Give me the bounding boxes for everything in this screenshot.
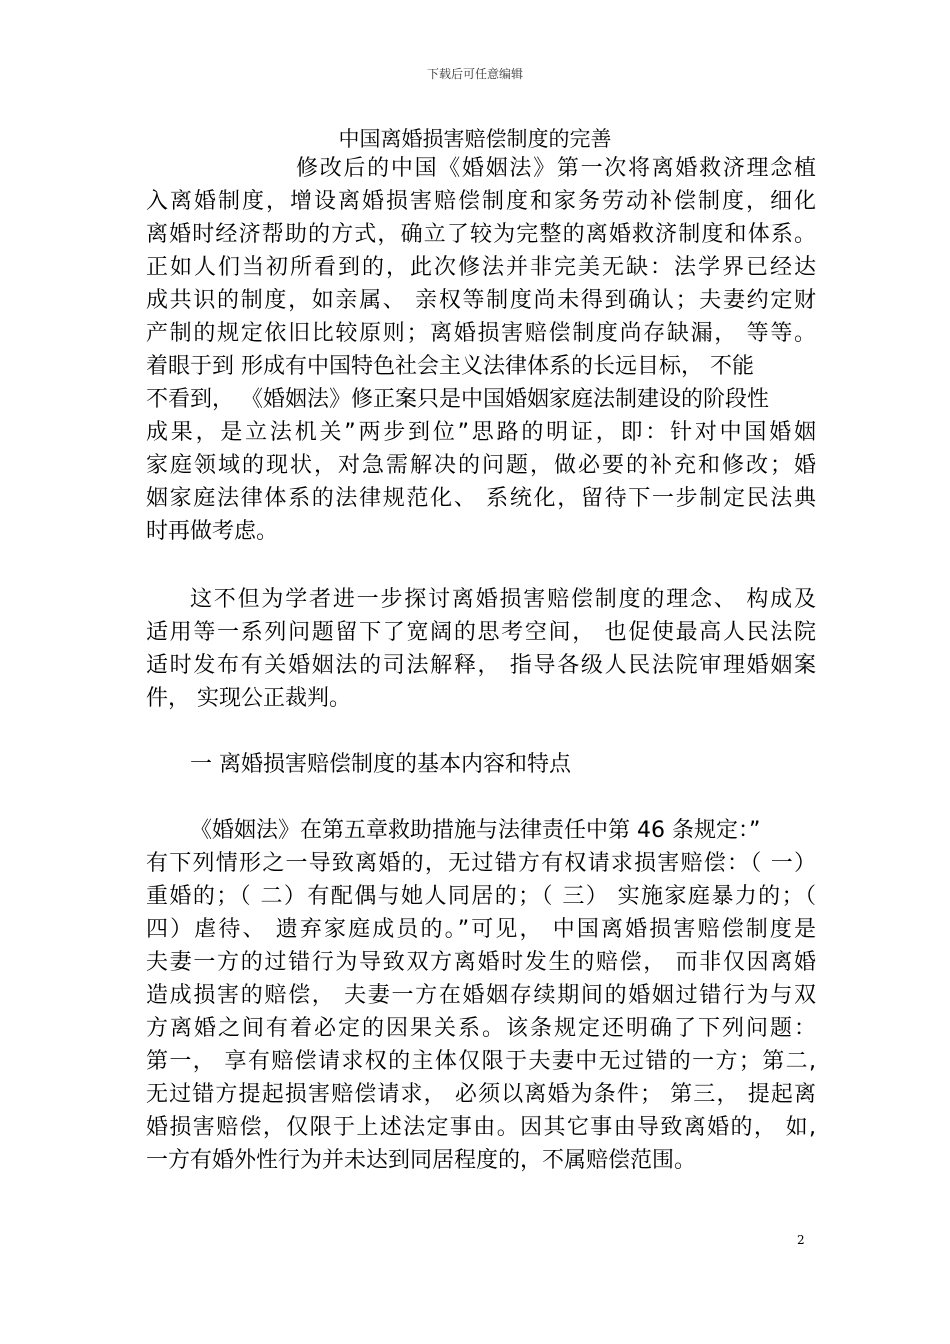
- paragraph-2-line: 适时发布有关婚姻法的司法解释， 指导各级人民法院审理婚姻案: [146, 653, 816, 678]
- paragraph-3-line: 方离婚之间有着必定的因果关系。该条规定还明确了下列问题：: [146, 1016, 816, 1041]
- paragraph-3-line: 《婚姻法》在第五章救助措施与法律责任中第 46 条规定：”: [190, 818, 761, 843]
- paragraph-3-line: 有下列情形之一导致离婚的，无过错方有权请求损害赔偿：（ 一）: [146, 851, 816, 876]
- paragraph-1-line: 时再做考虑。: [146, 519, 279, 544]
- paragraph-1-line: 离婚时经济帮助的方式，确立了较为完整的离婚救济制度和体系。: [146, 222, 816, 247]
- paragraph-1-line: 产制的规定依旧比较原则；离婚损害赔偿制度尚存缺漏， 等等。: [146, 321, 816, 346]
- paragraph-1-line: 成果，是立法机关”两步到位”思路的明证，即：针对中国婚姻: [146, 420, 816, 445]
- paragraph-3-line: 第一， 享有赔偿请求权的主体仅限于夫妻中无过错的一方；第二,: [146, 1049, 816, 1074]
- section-heading: 一 离婚损害赔偿制度的基本内容和特点: [190, 752, 571, 777]
- paragraph-1-line: 正如人们当初所看到的，此次修法并非完美无缺：法学界已经达: [146, 255, 816, 280]
- paragraph-2-line: 件， 实现公正裁判。: [146, 686, 351, 711]
- paragraph-2-line: 这不但为学者进一步探讨离婚损害赔偿制度的理念、 构成及: [190, 587, 816, 612]
- paragraph-1-line: 着眼于到 形成有中国特色社会主义法律体系的长远目标， 不能: [146, 354, 754, 379]
- paragraph-3-line: 夫妻一方的过错行为导致双方离婚时发生的赔偿， 而非仅因离婚: [146, 950, 816, 975]
- paragraph-3-line: 造成损害的赔偿， 夫妻一方在婚姻存续期间的婚姻过错行为与双: [146, 983, 816, 1008]
- paragraph-3-line: 四）虐待、 遗弃家庭成员的。”可见， 中国离婚损害赔偿制度是: [146, 917, 816, 942]
- paragraph-2-line: 适用等一系列问题留下了宽阔的思考空间， 也促使最高人民法院: [146, 620, 816, 645]
- paragraph-1-line: 入离婚制度，增设离婚损害赔偿制度和家务劳动补偿制度，细化: [146, 189, 816, 214]
- paragraph-1-line: 成共识的制度，如亲属、 亲权等制度尚未得到确认；夫妻约定财: [146, 288, 816, 313]
- paragraph-3-line: 重婚的；（ 二）有配偶与她人同居的；（ 三） 实施家庭暴力的；（: [146, 884, 816, 909]
- paragraph-1-line: 不看到， 《婚姻法》修正案只是中国婚姻家庭法制建设的阶段性: [146, 387, 769, 412]
- paragraph-3-line: 一方有婚外性行为并未达到同居程度的，不属赔偿范围。: [146, 1148, 697, 1173]
- document-title: 中国离婚损害赔偿制度的完善: [338, 127, 612, 151]
- page-number: 2: [797, 1233, 805, 1247]
- page-header: 下载后可任意编辑: [426, 67, 523, 81]
- paragraph-1-line: 姻家庭法律体系的法律规范化、 系统化，留待下一步制定民法典: [146, 486, 816, 511]
- paragraph-3-line: 婚损害赔偿，仅限于上述法定事由。因其它事由导致离婚的， 如,: [146, 1115, 816, 1140]
- paragraph-1-line: 修改后的中国《婚姻法》第一次将离婚救济理念植: [296, 156, 816, 181]
- paragraph-3-line: 无过错方提起损害赔偿请求， 必须以离婚为条件； 第三， 提起离: [146, 1082, 816, 1107]
- paragraph-1-line: 家庭领域的现状，对急需解决的问题，做必要的补充和修改；婚: [146, 453, 816, 478]
